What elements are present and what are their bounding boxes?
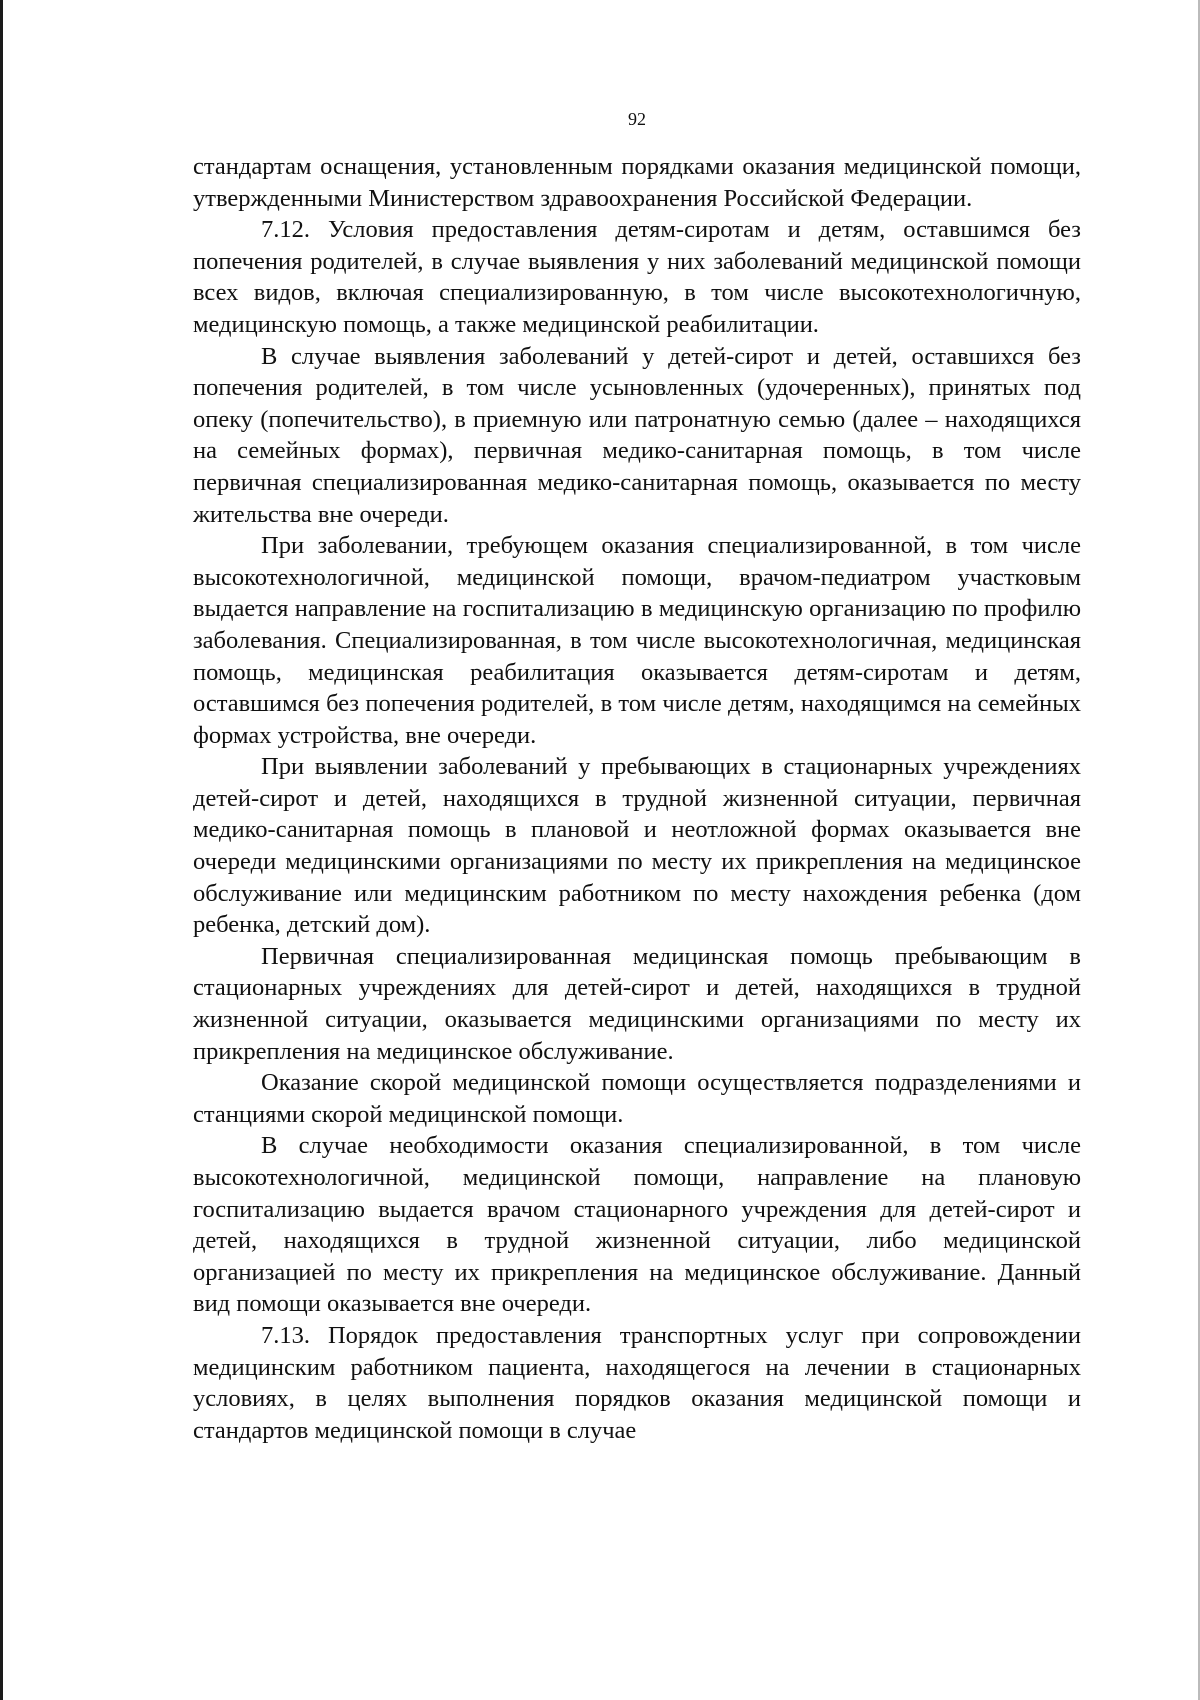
document-page [193, 108, 1081, 1446]
paragraph-9: 7.13. Порядок предоставления транспортных услуг при сопровождении медицинским работником пациента, находящегося на лечении в стационарных условиях, в целях выполнения порядков оказания медицинской помощи и стандартов медицинской помощи в случае [193, 1321, 1081, 1444]
paragraph-2: 7.12. Условия предоставления детям-сиротам и детям, оставшимся без попечения родителей, в случае выявления у них заболеваний медицинской помощи всех видов, включая специализированную, в том числе высокотехнологичную, медицинскую помощь, а также медицинской реабилитации. [193, 216, 1081, 338]
paragraph-4: При заболевании, требующем оказания специализированной, в том числе высокотехнологичной, медицинской помощи, врачом-педиатром участковым выдается направление на госпитализацию в медицинскую организацию по профилю заболевания. Специализированная, в том числе высокотехнологичная, медицинская помощь, медицинская реабилитация оказывается детям-сиротам и детям, оставшимся без попечения родителей, в том числе детям, находящимся на семейных формах устройства, вне очереди. [193, 532, 1081, 749]
paragraph-3: В случае выявления заболеваний у детей-сирот и детей, оставшихся без попечения родителей, в том числе усыновленных (удочеренных), принятых под опеку (попечительство), в приемную или патронатную семью (далее – находящихся на семейных формах), первичная медико-санитарная помощь, в том числе первичная специализированная медико-санитарная помощь, оказывается по месту жительства вне очереди. [193, 342, 1081, 528]
scan-edge-left [0, 0, 3, 1700]
paragraph-6: Первичная специализированная медицинская помощь пребывающим в стационарных учреждениях для детей-сирот и детей, находящихся в трудной жизненной ситуации, оказывается медицинскими организациями по месту их прикрепления на медицинское обслуживание. [193, 942, 1081, 1065]
paragraph-8: В случае необходимости оказания специализированной, в том числе высокотехнологичной, медицинской помощи, направление на плановую госпитализацию выдается врачом стационарного учреждения для детей-сирот и детей, находящихся в трудной жизненной ситуации, либо медицинской организацией по месту их прикрепления на медицинское обслуживание. Данный вид помощи оказывается вне очереди. [193, 1132, 1081, 1318]
paragraph-7: Оказание скорой медицинской помощи осуществляется подразделениями и станциями скорой медицинской помощи. [193, 1069, 1081, 1128]
paragraph-1: стандартам оснащения, установленным порядками оказания медицинской помощи, утвержденными Министерством здравоохранения Российской Федерации. [193, 153, 1081, 212]
paragraph-5: При выявлении заболеваний у пребывающих в стационарных учреждениях детей-сирот и детей, находящихся в трудной жизненной ситуации, первичная медико-санитарная помощь в плановой и неотложной формах оказывается вне очереди медицинскими организациями по месту их прикрепления на медицинское обслуживание или медицинским работником по месту нахождения ребенка (дом ребенка, детский дом). [193, 753, 1081, 939]
page-number: 92 [628, 109, 646, 129]
